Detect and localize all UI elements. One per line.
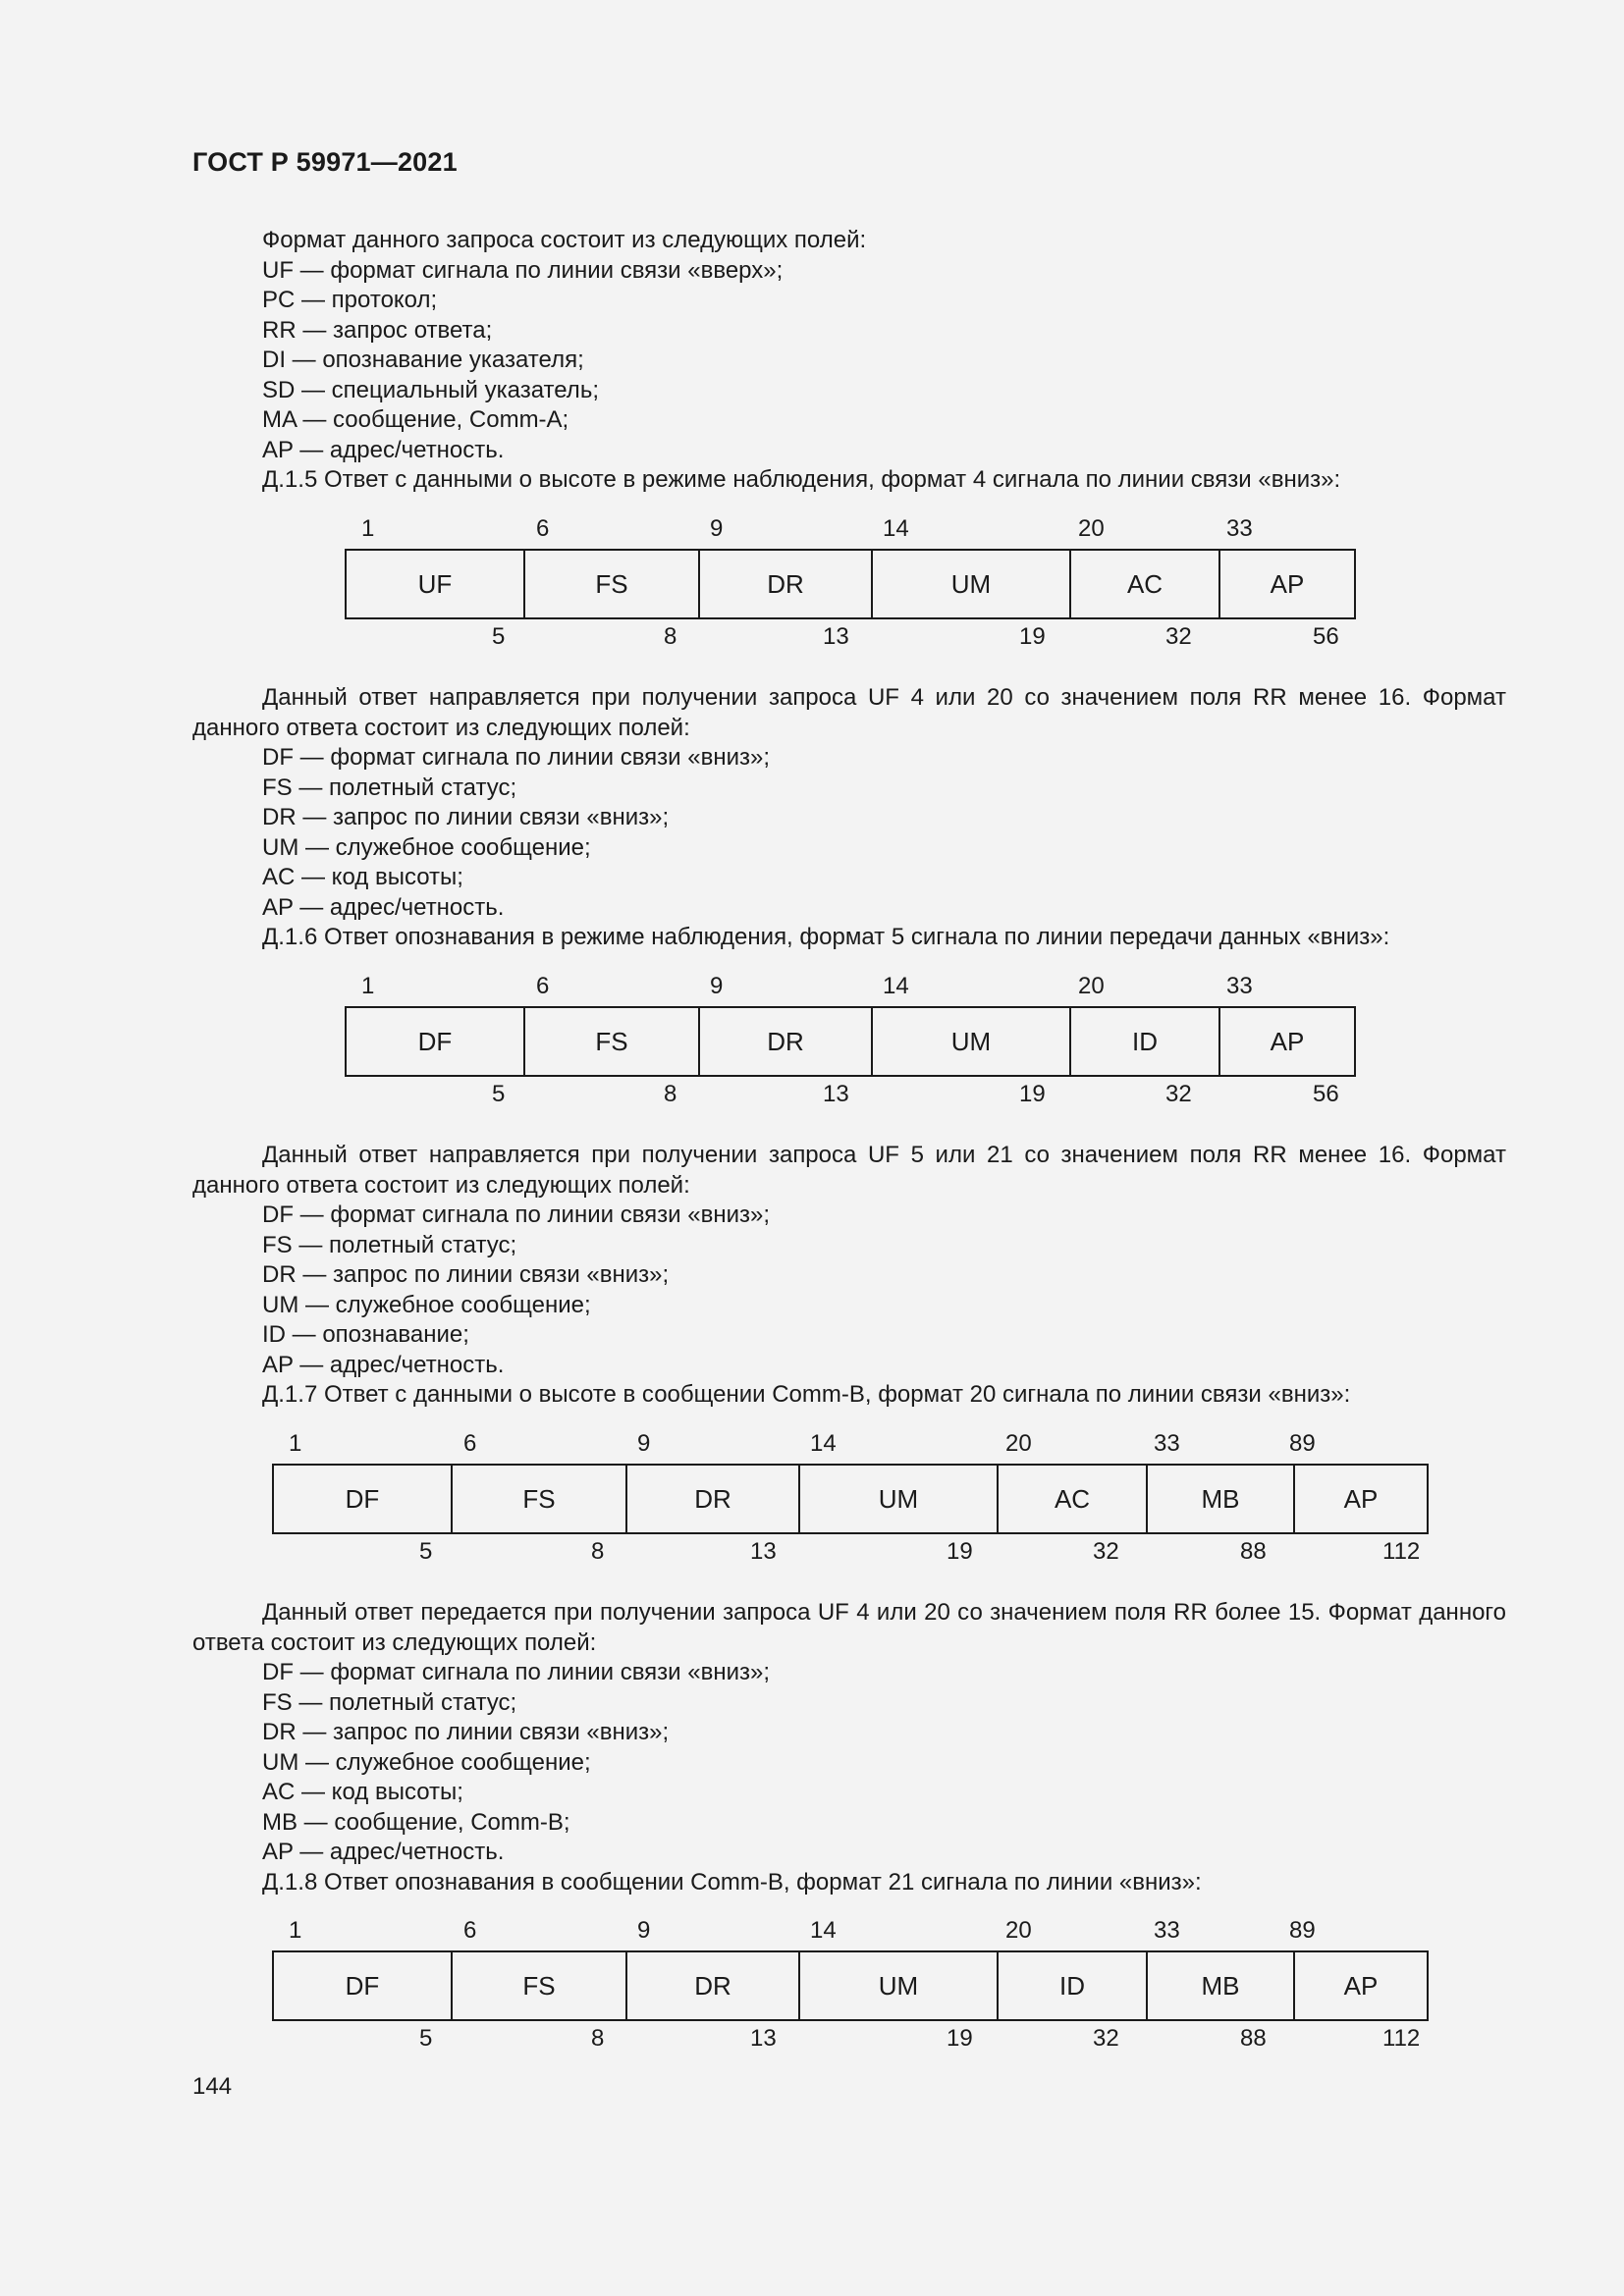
field-cell: AP [1343, 1970, 1379, 2001]
field-cell: ID [1071, 1008, 1220, 1075]
end-bit: 32 [1165, 1081, 1192, 1107]
subsection-heading: Д.1.8 Ответ опознавания в сообщении Comm-B, формат 21 сигнала по линии «вниз»: [262, 1868, 1202, 1896]
field-cell: AC [999, 1466, 1148, 1532]
page-number: 144 [192, 2073, 233, 2100]
start-bit: 9 [710, 515, 724, 542]
field-boxes [345, 549, 1356, 619]
bit-field-diagram-1 [345, 515, 1356, 653]
text-line: DR — запрос по линии связи «вниз»; [262, 804, 670, 830]
end-bit: 13 [750, 2025, 777, 2052]
field-cell: UM [873, 1008, 1071, 1075]
start-bit-row [272, 1430, 1429, 1460]
field-cell: UM [800, 1952, 999, 2019]
text-line: DF — формат сигнала по линии связи «вниз»; [262, 1659, 771, 1685]
section-3 [192, 1141, 1506, 1411]
text-line: DI — опознавание указателя; [262, 347, 584, 373]
end-bit: 32 [1093, 2025, 1119, 2052]
start-bit: 33 [1154, 1917, 1180, 1944]
end-bit: 19 [1019, 623, 1046, 650]
start-bit: 1 [289, 1430, 302, 1457]
field-cell: DR [700, 551, 873, 617]
start-bit: 20 [1005, 1917, 1032, 1944]
start-bit: 1 [361, 515, 375, 542]
field-cell: AP [1270, 1026, 1305, 1056]
subsection-heading: Д.1.5 Ответ с данными о высоте в режиме наблюдения, формат 4 сигнала по линии связи «вниз»: [262, 466, 1341, 493]
text-line: UF — формат сигнала по линии связи «вверх»; [262, 256, 784, 284]
bit-field-diagram-4 [272, 1917, 1429, 2055]
field-cell: MB [1148, 1952, 1295, 2019]
end-bit: 32 [1165, 623, 1192, 650]
paragraph: Данный ответ направляется при получении запроса UF 4 или 20 со значением поля RR менее 16. Формат данного ответа состоит из следующих полей: [192, 684, 1506, 741]
end-bit: 56 [1313, 623, 1339, 650]
end-bit: 56 [1313, 1081, 1339, 1107]
field-cell: DF [274, 1952, 453, 2019]
text-line: RR — запрос ответа; [262, 316, 493, 344]
field-cell: DF [274, 1466, 453, 1532]
document-header: ГОСТ Р 59971—2021 [192, 147, 458, 177]
start-bit: 33 [1226, 973, 1253, 999]
text-line: PC — протокол; [262, 287, 438, 313]
end-bit: 5 [419, 2025, 433, 2052]
field-cell: DF [347, 1008, 525, 1075]
start-bit: 9 [637, 1430, 651, 1457]
end-bit: 19 [947, 2025, 973, 2052]
section-4 [192, 1598, 1506, 1897]
start-bit: 1 [289, 1917, 302, 1944]
end-bit: 112 [1382, 2025, 1421, 2052]
end-bit: 88 [1240, 1538, 1267, 1565]
end-bit: 8 [591, 2025, 605, 2052]
field-cell: FS [525, 1008, 700, 1075]
field-cell: FS [453, 1466, 627, 1532]
subsection-heading: Д.1.7 Ответ с данными о высоте в сообщении Comm-B, формат 20 сигнала по линии связи «вниз»: [262, 1381, 1351, 1408]
paragraph: Данный ответ направляется при получении запроса UF 5 или 21 со значением поля RR менее 16. Формат данного ответа состоит из следующих полей: [192, 1142, 1506, 1199]
end-bit: 5 [419, 1538, 433, 1565]
end-bit: 13 [750, 1538, 777, 1565]
start-bit: 14 [810, 1430, 837, 1457]
field-boxes [272, 1950, 1429, 2021]
text-line: DR — запрос по линии связи «вниз»; [262, 1719, 670, 1745]
field-cell: FS [453, 1952, 627, 2019]
field-cell: DR [627, 1952, 800, 2019]
start-bit: 1 [361, 973, 375, 999]
field-cell: UM [873, 551, 1071, 617]
section-1 [192, 226, 1506, 496]
field-boxes [272, 1464, 1429, 1534]
bit-field-diagram-3 [272, 1430, 1429, 1568]
end-bit: 19 [1019, 1081, 1046, 1107]
end-bit: 112 [1382, 1538, 1421, 1565]
field-cell: DR [700, 1008, 873, 1075]
start-bit-row [345, 973, 1356, 1002]
end-bit: 8 [664, 623, 677, 650]
text-line: FS — полетный статус; [262, 1688, 517, 1716]
field-cell: MB [1148, 1466, 1295, 1532]
end-bit: 13 [823, 623, 849, 650]
start-bit: 9 [637, 1917, 651, 1944]
text-line: Формат данного запроса состоит из следующих полей: [262, 227, 867, 253]
subsection-heading: Д.1.6 Ответ опознавания в режиме наблюдения, формат 5 сигнала по линии передачи данных «вниз»: [262, 924, 1390, 950]
start-bit: 14 [883, 973, 909, 999]
text-line: ID — опознавание; [262, 1321, 469, 1348]
field-cell: FS [525, 551, 700, 617]
field-cell: AC [1071, 551, 1220, 617]
section-2 [192, 683, 1506, 953]
field-cell: AP [1270, 568, 1305, 599]
end-bit-row [345, 1081, 1356, 1110]
start-bit: 6 [536, 515, 550, 542]
field-cell: ID [999, 1952, 1148, 2019]
field-cell: AP [1343, 1483, 1379, 1514]
start-bit-row [345, 515, 1356, 545]
start-bit: 89 [1289, 1430, 1316, 1457]
end-bit: 32 [1093, 1538, 1119, 1565]
end-bit: 13 [823, 1081, 849, 1107]
text-line: SD — специальный указатель; [262, 376, 599, 403]
start-bit: 6 [536, 973, 550, 999]
end-bit-row [345, 623, 1356, 653]
text-line: UM — служебное сообщение; [262, 833, 591, 861]
end-bit: 19 [947, 1538, 973, 1565]
start-bit: 89 [1289, 1917, 1316, 1944]
field-cell: UF [347, 551, 525, 617]
bit-field-diagram-2 [345, 973, 1356, 1110]
start-bit: 20 [1078, 973, 1105, 999]
end-bit-row [272, 1538, 1429, 1568]
text-line: UM — служебное сообщение; [262, 1748, 591, 1776]
text-line: UM — служебное сообщение; [262, 1291, 591, 1318]
text-line: AP — адрес/четность. [262, 436, 505, 463]
field-cell: UM [800, 1466, 999, 1532]
start-bit: 33 [1226, 515, 1253, 542]
start-bit: 20 [1005, 1430, 1032, 1457]
text-line: AP — адрес/четность. [262, 1351, 505, 1378]
end-bit-row [272, 2025, 1429, 2055]
field-cell: DR [627, 1466, 800, 1532]
paragraph: Данный ответ передается при получении запроса UF 4 или 20 со значением поля RR более 15. Формат данного ответа состоит из следующих полей: [192, 1599, 1506, 1656]
end-bit: 8 [591, 1538, 605, 1565]
text-line: MA — сообщение, Comm-A; [262, 406, 569, 433]
start-bit: 6 [463, 1917, 477, 1944]
text-line: DF — формат сигнала по линии связи «вниз»; [262, 744, 771, 771]
text-line: AP — адрес/четность. [262, 893, 505, 921]
text-line: AP — адрес/четность. [262, 1839, 505, 1865]
start-bit-row [272, 1917, 1429, 1947]
text-line: FS — полетный статус; [262, 1231, 517, 1258]
start-bit: 14 [883, 515, 909, 542]
text-line: DR — запрос по линии связи «вниз»; [262, 1261, 670, 1288]
text-line: FS — полетный статус; [262, 774, 517, 801]
field-boxes [345, 1006, 1356, 1077]
start-bit: 33 [1154, 1430, 1180, 1457]
text-line: AC — код высоты; [262, 864, 463, 890]
end-bit: 5 [492, 1081, 506, 1107]
start-bit: 20 [1078, 515, 1105, 542]
end-bit: 88 [1240, 2025, 1267, 2052]
end-bit: 5 [492, 623, 506, 650]
start-bit: 9 [710, 973, 724, 999]
text-line: AC — код высоты; [262, 1779, 463, 1805]
text-line: DF — формат сигнала по линии связи «вниз»; [262, 1201, 771, 1228]
text-line: MB — сообщение, Comm-B; [262, 1808, 570, 1836]
start-bit: 14 [810, 1917, 837, 1944]
start-bit: 6 [463, 1430, 477, 1457]
end-bit: 8 [664, 1081, 677, 1107]
